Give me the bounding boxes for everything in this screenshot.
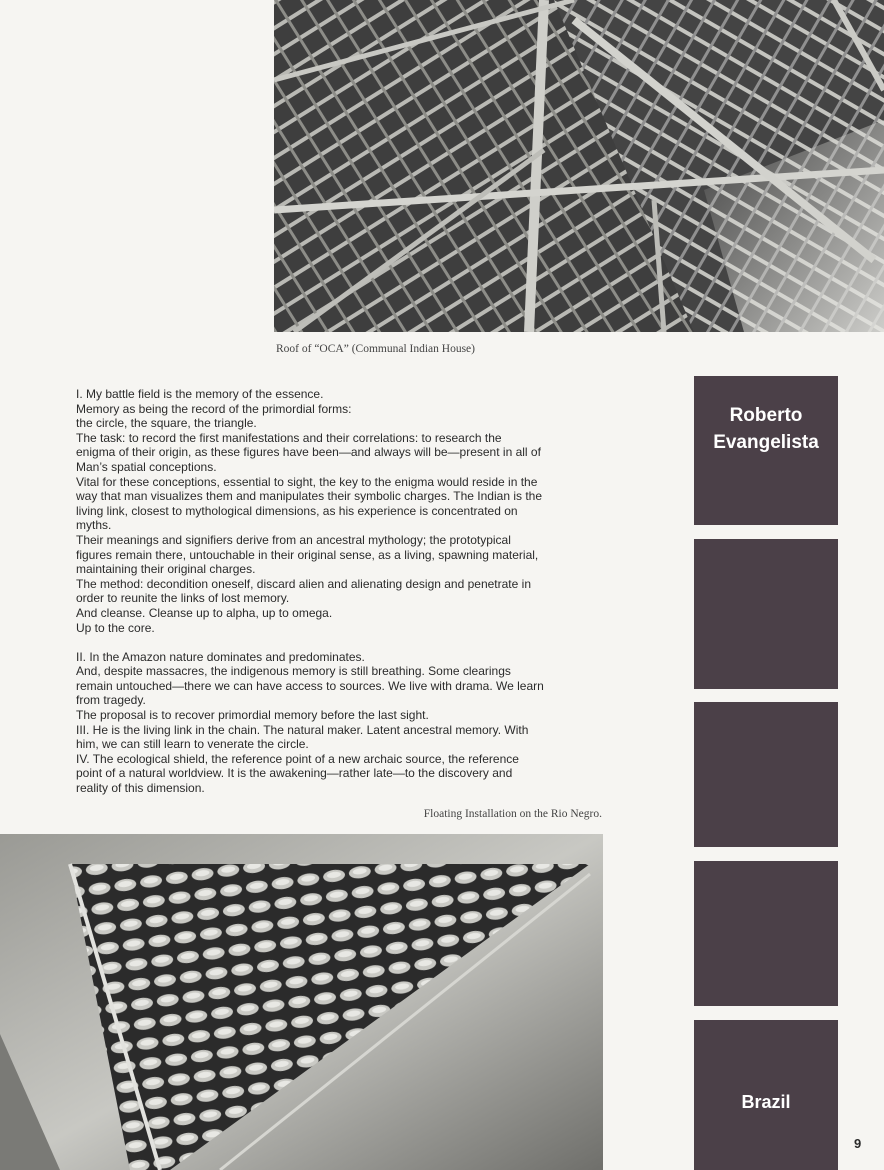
essay-line: remain untouched—there we can have access to sources. We live with drama. We learn xyxy=(76,678,544,693)
essay-line: IV. The ecological shield, the reference point of a new archaic source, the reference xyxy=(76,751,519,766)
essay-line: Their meanings and signifiers derive from an ancestral mythology; the prototypical xyxy=(76,532,511,547)
sidebar-panel xyxy=(694,861,838,1006)
essay-line: The task: to record the first manifestations and their correlations: to research the xyxy=(76,430,502,445)
author-first-name: Roberto xyxy=(729,405,803,426)
sidebar-panel xyxy=(694,702,838,847)
essay-line: him, we can still learn to venerate the circle. xyxy=(76,737,309,752)
roof-caption: Roof of “OCA” (Communal Indian House) xyxy=(276,343,475,355)
essay-line: point of a natural worldview. It is the awakening—rather late—to the discovery and xyxy=(76,766,513,781)
paragraph-gap xyxy=(76,635,606,650)
essay-line: Man’s spatial conceptions. xyxy=(76,459,217,474)
essay-line: order to reunite the links of lost memory. xyxy=(76,591,290,606)
roof-photo xyxy=(274,0,884,332)
floating-installation-graphic xyxy=(0,834,603,1170)
sidebar-panel xyxy=(694,539,838,689)
page-number: 9 xyxy=(854,1136,862,1151)
author-last-name: Evangelista xyxy=(713,432,819,453)
essay-line: reality of this dimension. xyxy=(76,781,205,796)
essay-line: The method: decondition oneself, discard alien and alienating design and penetrate in xyxy=(76,576,531,591)
floating-installation-photo xyxy=(0,834,603,1170)
essay-text xyxy=(76,387,606,796)
essay-line: And, despite massacres, the indigenous memory is still breathing. Some clearings xyxy=(76,664,511,679)
author-name xyxy=(694,402,838,456)
roof-photo-graphic xyxy=(274,0,884,332)
essay-line: And cleanse. Cleanse up to alpha, up to omega. xyxy=(76,605,333,620)
country-label: Brazil xyxy=(741,1092,791,1112)
essay-line: Vital for these conceptions, essential to sight, the key to the enigma would reside in the xyxy=(76,474,538,489)
essay-line: from tragedy. xyxy=(76,693,146,708)
country-panel xyxy=(694,1020,838,1170)
essay-line: the circle, the square, the triangle. xyxy=(76,416,257,431)
essay-line: myths. xyxy=(76,518,112,533)
essay-line: maintaining their original charges. xyxy=(76,562,256,577)
essay-line: III. He is the living link in the chain. The natural maker. Latent ancestral memory. With xyxy=(76,722,529,737)
essay-line: II. In the Amazon nature dominates and predominates. xyxy=(76,649,365,664)
essay-line: Up to the core. xyxy=(76,620,155,635)
essay-line: Memory as being the record of the primordial forms: xyxy=(76,401,352,416)
floating-installation-caption: Floating Installation on the Rio Negro. xyxy=(423,808,602,820)
essay-line: I. My battle field is the memory of the essence. xyxy=(76,387,324,401)
essay-line: living link, closest to mythological dimensions, as his experience is concentrated on xyxy=(76,503,518,518)
essay-line: way that man visualizes them and manipulates their symbolic charges. The Indian is the xyxy=(76,489,543,504)
essay-line: figures remain there, untouchable in their original sense, as a living, spawning material, xyxy=(76,547,539,562)
essay-line: enigma of their origin, as these figures have been—and always will be—present in all of xyxy=(76,445,541,460)
essay-line: The proposal is to recover primordial memory before the last sight. xyxy=(76,708,429,723)
author-panel xyxy=(694,376,838,525)
